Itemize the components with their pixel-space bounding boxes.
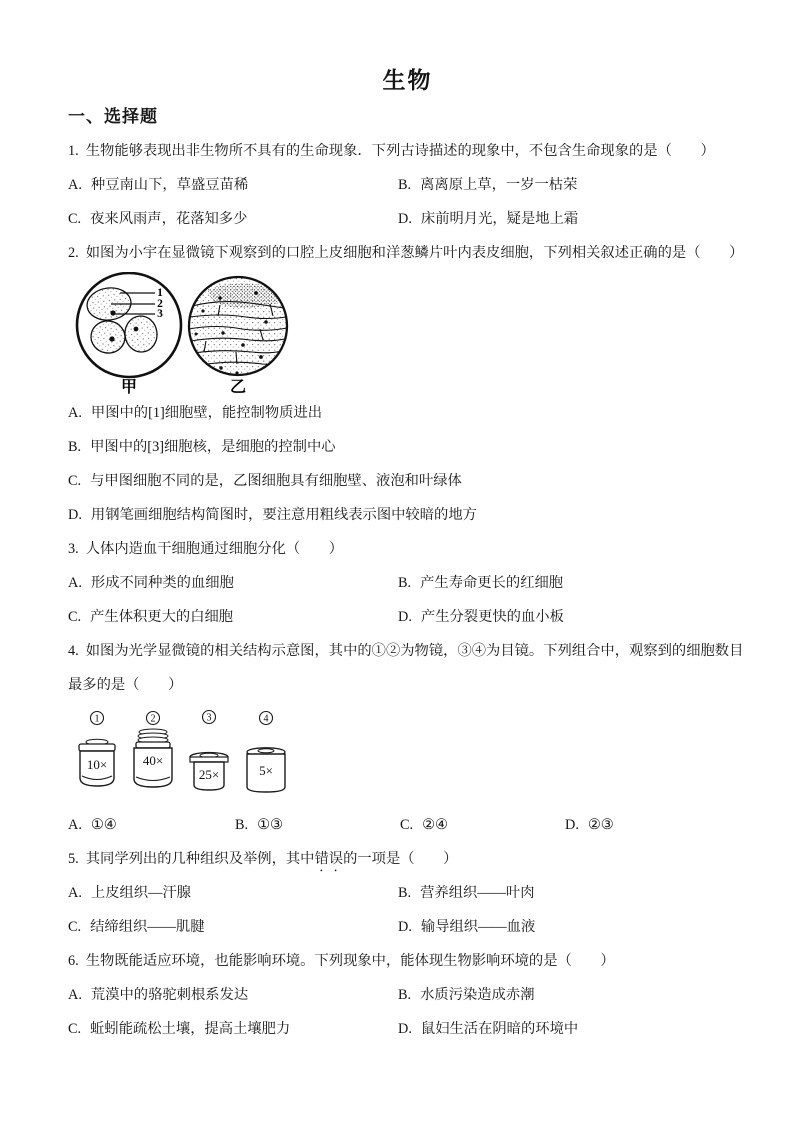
option-label: C. <box>68 211 82 227</box>
option-b <box>398 876 747 910</box>
nucleus-dot <box>110 310 115 315</box>
option-d <box>398 1012 747 1046</box>
lens-4-number: 4 <box>263 713 269 725</box>
option-a <box>68 168 398 202</box>
option-a <box>68 808 235 842</box>
option-c <box>68 600 398 634</box>
question-text-pre: 其同学列出的几种组织及举例，其中 <box>85 851 315 867</box>
option-text: 上皮组织—汗腺 <box>90 885 191 901</box>
option-label: C. <box>400 817 414 833</box>
pointer-label-1: 1 <box>157 287 163 299</box>
question-3-options-row-1 <box>68 566 747 600</box>
option-label: C. <box>68 1021 82 1037</box>
option-label: D. <box>398 919 412 935</box>
option-d <box>398 202 747 236</box>
option-c <box>68 910 398 944</box>
question-text: 生物既能适应环境，也能影响环境。下列现象中，能体现生物影响环境的是（ ） <box>85 953 615 969</box>
option-d <box>565 808 747 842</box>
question-5-options-row-2 <box>68 910 747 944</box>
page-title: 生物 <box>382 68 433 93</box>
question-5-options-row-1 <box>68 876 747 910</box>
option-text: 营养组织——叶肉 <box>420 885 535 901</box>
lens-2-magnification: 40× <box>142 753 164 768</box>
question-5-stem <box>68 842 747 876</box>
lens-1-magnification: 10× <box>86 757 108 772</box>
option-label: A. <box>68 575 82 591</box>
question-4-stem <box>68 634 747 702</box>
option-label: D. <box>398 1021 412 1037</box>
question-1-options-row-2 <box>68 202 747 236</box>
question-text: 如图为小宇在显微镜下观察到的口腔上皮细胞和洋葱鳞片叶内表皮细胞，下列相关叙述正确的是（ ） <box>85 245 744 261</box>
option-b <box>235 808 400 842</box>
option-text: ①④ <box>90 817 117 833</box>
option-text: 荒漠中的骆驼刺根系发达 <box>90 987 249 1003</box>
option-text: 水质污染造成赤潮 <box>420 987 535 1003</box>
option-label: A. <box>68 987 82 1003</box>
option-text: 产生分裂更快的血小板 <box>420 609 564 625</box>
question-text: 生物能够表现出非生物所不具有的生命现象．下列古诗描述的现象中，不包含生命现象的是（ ） <box>85 143 715 159</box>
option-label: A. <box>68 817 82 833</box>
option-text: 形成不同种类的血细胞 <box>90 575 234 591</box>
field-yi-cells-drawing <box>189 277 287 396</box>
question-2-option-b <box>68 430 747 464</box>
option-label: D. <box>565 817 579 833</box>
option-a <box>68 978 398 1012</box>
option-label: B. <box>68 439 82 455</box>
option-text: ②④ <box>422 817 448 833</box>
nucleus-dot <box>134 327 139 332</box>
question-number: 4. <box>68 643 79 659</box>
option-label: B. <box>235 817 249 833</box>
lens-4-magnification: 5× <box>259 763 273 778</box>
question-number: 5. <box>68 851 79 867</box>
option-label: A. <box>68 177 82 193</box>
lens-3-number: 3 <box>206 712 212 724</box>
label-jia: 甲 <box>120 379 138 396</box>
question-3-options-row-2 <box>68 600 747 634</box>
question-1-options-row-1 <box>68 168 747 202</box>
option-text: 离离原上草，一岁一枯荣 <box>420 177 578 193</box>
option-text: 结缔组织——肌腱 <box>90 919 205 935</box>
lens-2-number: 2 <box>150 713 156 725</box>
option-text: 甲图中的[1]细胞壁，能控制物质进出 <box>90 405 323 421</box>
lens-1-number: 1 <box>94 713 100 725</box>
option-label: D. <box>68 507 82 523</box>
option-b <box>398 566 747 600</box>
option-d <box>398 600 747 634</box>
option-text: 输导组织——血液 <box>420 919 536 935</box>
option-text: ②③ <box>587 817 614 833</box>
option-d <box>398 910 747 944</box>
pointer-label-2: 2 <box>157 298 163 310</box>
option-c <box>400 808 565 842</box>
question-number: 3. <box>68 541 79 557</box>
option-text: 种豆南山下，草盛豆苗稀 <box>90 177 249 193</box>
option-text: 产生寿命更长的红细胞 <box>420 575 564 591</box>
option-a <box>68 876 398 910</box>
question-6-options-row-1 <box>68 978 747 1012</box>
microscope-lenses-figure <box>70 702 310 808</box>
question-3-stem <box>68 532 747 566</box>
option-text: 甲图中的[3]细胞核，是细胞的控制中心 <box>90 439 336 455</box>
option-text: 夜来风雨声，花落知多少 <box>90 211 248 227</box>
question-2-stem <box>68 236 747 270</box>
option-label: D. <box>398 211 412 227</box>
option-a <box>68 566 398 600</box>
question-text: 人体内造血干细胞通过细胞分化（ ） <box>85 541 344 557</box>
option-label: D. <box>398 609 412 625</box>
question-6-options-row-2 <box>68 1012 747 1046</box>
question-number: 1. <box>68 143 79 159</box>
question-2-option-a <box>68 396 747 430</box>
option-label: C. <box>68 919 82 935</box>
option-label: A. <box>68 885 82 901</box>
option-label: B. <box>398 177 412 193</box>
option-label: B. <box>398 885 412 901</box>
question-text-post: 的一项是（ ） <box>343 851 458 867</box>
option-text: 蚯蚓能疏松土壤，提高土壤肥力 <box>90 1021 291 1037</box>
option-text: 用钢笔画细胞结构简图时，要注意用粗线表示图中较暗的地方 <box>90 507 477 523</box>
lens-3-magnification: 25× <box>198 767 220 782</box>
question-number: 2. <box>68 245 79 261</box>
option-label: C. <box>68 473 82 489</box>
question-4-options-row <box>68 808 747 842</box>
question-text-emphasized: 错误 <box>314 851 344 867</box>
question-number: 6. <box>68 953 79 969</box>
question-text: 如图为光学显微镜的相关结构示意图，其中的①②为物镜，③④为目镜。下列组合中，观察到的细胞数目最多的是（ ） <box>68 643 744 693</box>
nucleus-dot <box>109 336 114 341</box>
option-c <box>68 202 398 236</box>
option-label: B. <box>398 575 412 591</box>
option-text: 与甲图细胞不同的是，乙图细胞具有细胞壁、液泡和叶绿体 <box>90 473 462 489</box>
option-b <box>398 168 747 202</box>
question-2-option-c <box>68 464 747 498</box>
option-text: 鼠妇生活在阴暗的环境中 <box>420 1021 579 1037</box>
label-yi: 乙 <box>229 379 247 396</box>
option-c <box>68 1012 398 1046</box>
question-2-option-d <box>68 498 747 532</box>
question-6-stem <box>68 944 747 978</box>
option-label: B. <box>398 987 412 1003</box>
pointer-label-3: 3 <box>157 308 163 320</box>
section-heading: 一、选择题 <box>68 107 158 126</box>
option-text: 产生体积更大的白细胞 <box>90 609 234 625</box>
option-text: ①③ <box>257 817 283 833</box>
option-label: A. <box>68 405 82 421</box>
option-text: 床前明月光，疑是地上霜 <box>420 211 579 227</box>
option-b <box>398 978 747 1012</box>
option-label: C. <box>68 609 82 625</box>
field-jia-cells-drawing <box>77 273 181 396</box>
question-1-stem <box>68 134 747 168</box>
microscope-cells-figure <box>70 272 305 396</box>
